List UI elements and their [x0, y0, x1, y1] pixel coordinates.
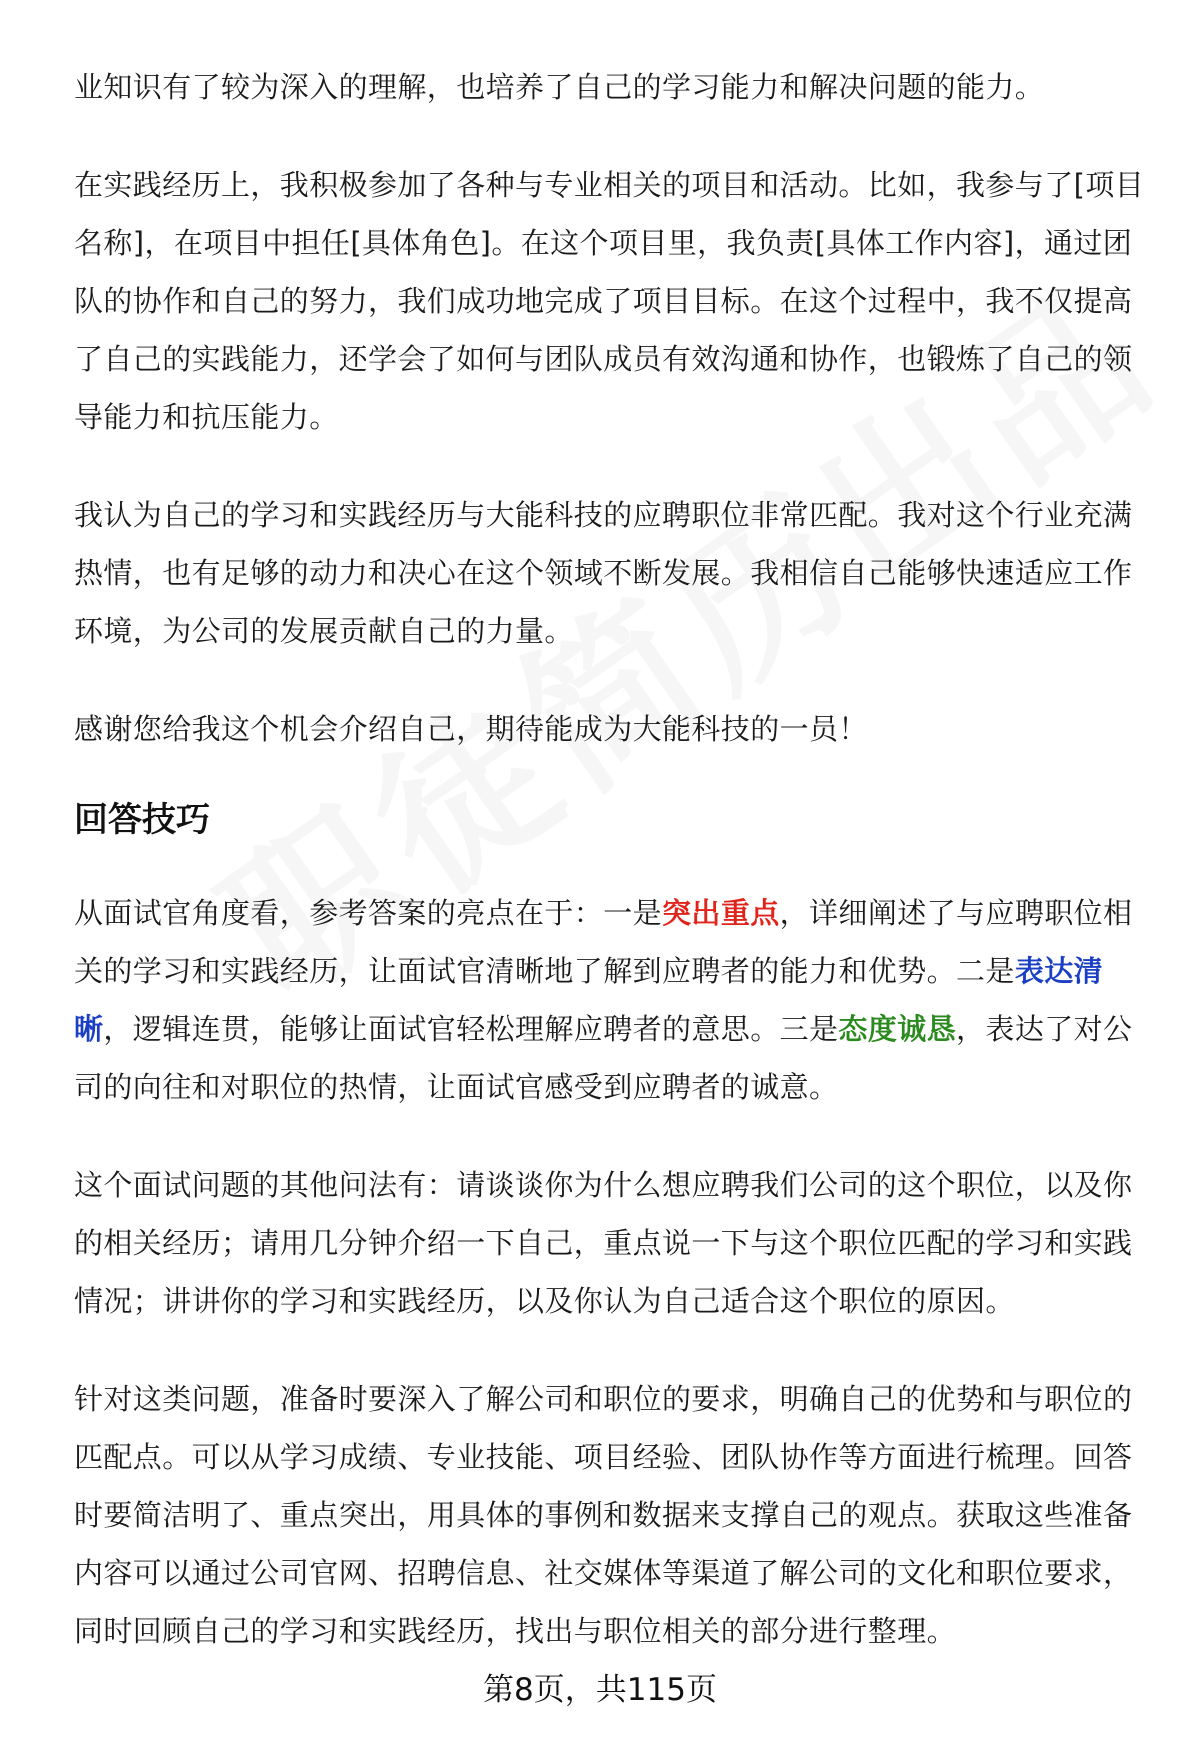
highlight-key-point-blue: 表达清晰 — [74, 954, 1104, 1046]
paragraph-preparation-tips: 针对这类问题，准备时要深入了解公司和职位的要求，明确自己的优势和与职位的匹配点。可以从学习成绩、专业技能、项目经验、团队协作等方面进行梳理。回答时要简洁明了、重点突出，用具体的事例和数据来支撑自己的观点。获取这些准备内容可以通过公司官网、招聘信息、社交媒体等渠道了解公司的文化和职位要求，同时回顾自己的学习和实践经历，找出与职位相关的部分进行整理。 — [74, 1382, 1133, 1648]
paragraph-alternative-questions: 这个面试问题的其他问法有：请谈谈你为什么想应聘我们公司的这个职位，以及你的相关经历；请用几分钟介绍一下自己，重点说一下与这个职位匹配的学习和实践情况；讲讲你的学习和实践经历，以及你认为自己适合这个职位的原因。 — [74, 1168, 1133, 1318]
highlight-key-point-green: 态度诚恳 — [838, 1012, 957, 1046]
paragraph-thanks: 感谢您给我这个机会介绍自己，期待能成为大能科技的一员！ — [74, 712, 868, 746]
section-heading: 回答技巧 — [74, 800, 210, 840]
page-content — [74, 58, 1154, 1700]
highlight-text-part: ，表达了对公司的向往和对职位的热情，让面试官感受到应聘者的诚意。 — [74, 1012, 1133, 1104]
highlight-text-part: ，逻辑连贯，能够让面试官轻松理解应聘者的意思。三是 — [103, 1012, 839, 1046]
paragraph-highlights — [74, 884, 1154, 1116]
highlight-key-point-red: 突出重点 — [662, 896, 780, 930]
highlight-text-part: ，详细阐述了与应聘职位相关的学习和实践经历，让面试官清晰地了解到应聘者的能力和优势。二是 — [74, 896, 1133, 988]
paragraph-job-match: 我认为自己的学习和实践经历与大能科技的应聘职位非常匹配。我对这个行业充满热情，也有足够的动力和决心在这个领域不断发展。我相信自己能够快速适应工作环境，为公司的发展贡献自己的力量。 — [74, 498, 1133, 648]
paragraph-practice-experience: 在实践经历上，我积极参加了各种与专业相关的项目和活动。比如，我参与了[项目名称]，在项目中担任[具体角色]。在这个项目里，我负责[具体工作内容]，通过团队的协作和自己的努力，我们成功地完成了项目目标。在这个过程中，我不仅提高了自己的实践能力，还学会了如何与团队成员有效沟通和协作，也锻炼了自己的领导能力和抗压能力。 — [74, 168, 1145, 434]
paragraph-continuation: 业知识有了较为深入的理解，也培养了自己的学习能力和解决问题的能力。 — [74, 70, 1045, 104]
highlight-text-part: 从面试官角度看，参考答案的亮点在于：一是 — [74, 896, 663, 930]
page-number-footer: 第8页，共115页 — [483, 1672, 717, 1708]
